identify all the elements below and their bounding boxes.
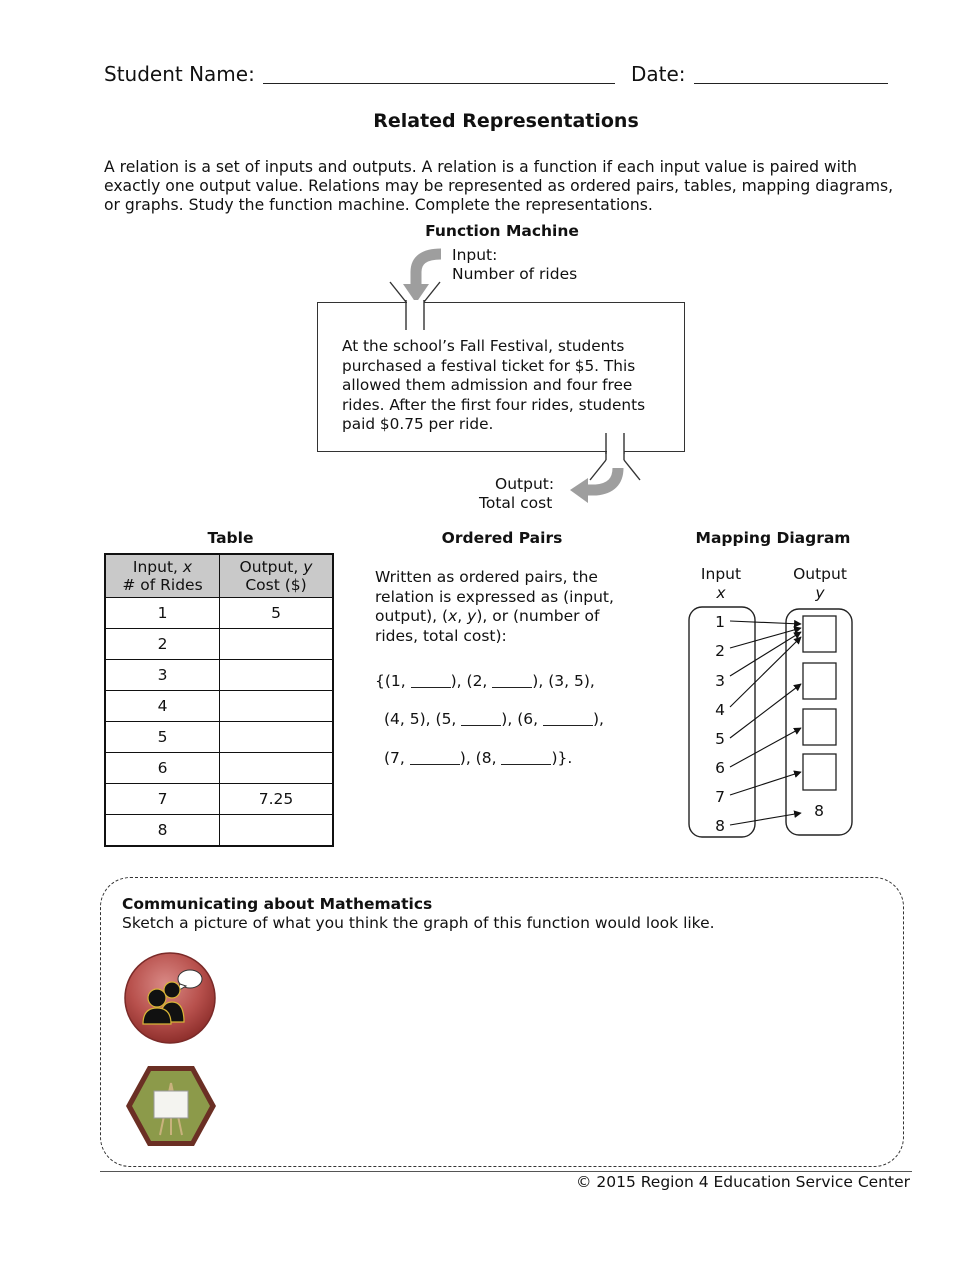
mapping-output-var: y (815, 584, 825, 602)
answer-blank[interactable] (543, 711, 593, 726)
mapping-input-value: 5 (715, 730, 725, 748)
table-header-output: Output, y Cost ($) (220, 554, 334, 598)
table-row (105, 629, 333, 660)
mapping-arrow (730, 772, 801, 795)
table-output-cell[interactable]: 7.25 (220, 784, 334, 815)
page-title: Related Representations (373, 110, 639, 132)
mapping-arrow (730, 637, 801, 707)
mapping-arrows (730, 621, 801, 825)
mapping-diagram (680, 600, 870, 845)
table-input-cell: 5 (105, 722, 220, 753)
output-answer-box[interactable] (803, 616, 836, 652)
answer-blank[interactable] (411, 673, 451, 688)
answer-blank[interactable] (501, 750, 551, 765)
table-input-cell: 1 (105, 598, 220, 629)
ordered-pairs-line-1: {(1, ), (2, ), (3, 5), (375, 672, 595, 690)
mapping-output-label: Output (793, 565, 847, 583)
table-row (105, 691, 333, 722)
mapping-input-value: 1 (715, 613, 725, 631)
date-label: Date: (631, 62, 686, 86)
ordered-pairs-line-2: (4, 5), (5, ), (6, ), (384, 710, 604, 728)
mapping-input-value: 2 (715, 642, 725, 660)
output-answer-box[interactable] (803, 663, 836, 699)
table-row (105, 722, 333, 753)
table-input-cell: 7 (105, 784, 220, 815)
table-input-cell: 2 (105, 629, 220, 660)
output-answer-box[interactable] (803, 709, 836, 745)
output-label: Output: (495, 475, 555, 493)
footer-rule (100, 1171, 912, 1172)
presentation-easel-icon (124, 1063, 218, 1149)
output-description: Total cost (479, 494, 553, 512)
table-input-cell: 6 (105, 753, 220, 784)
table-row (105, 660, 333, 691)
ordered-pairs-heading: Ordered Pairs (441, 529, 563, 547)
table-output-cell[interactable] (220, 660, 334, 691)
mapping-input-value: 8 (715, 817, 725, 835)
mapping-arrow (730, 621, 801, 624)
communicating-text: Sketch a picture of what you think the graph of this function would look like. (122, 914, 715, 932)
student-name-label: Student Name: (104, 62, 255, 86)
discussion-icon (120, 950, 220, 1050)
mapping-input-var: x (716, 584, 726, 602)
input-funnel-stem (400, 300, 440, 332)
function-machine-text: At the school’s Fall Festival, students purchased a festival ticket for $5. This allowed them admission and four free rides. After the first four rides, students paid $0.75 per ride. (342, 337, 646, 433)
answer-blank[interactable] (492, 673, 532, 688)
table-output-cell[interactable] (220, 722, 334, 753)
mapping-output-value: 8 (814, 802, 824, 820)
mapping-arrow (730, 813, 801, 825)
copyright-footer: © 2015 Region 4 Education Service Center (575, 1173, 910, 1191)
function-machine-heading: Function Machine (425, 222, 579, 240)
table-row (105, 753, 333, 784)
communicating-title: Communicating about Mathematics (122, 895, 433, 913)
mapping-input-value: 6 (715, 759, 725, 777)
table-input-cell: 3 (105, 660, 220, 691)
table-input-cell: 4 (105, 691, 220, 722)
mapping-input-value: 3 (715, 672, 725, 690)
mapping-input-label: Input (700, 565, 742, 583)
table-output-cell[interactable]: 5 (220, 598, 334, 629)
input-arrow-icon (416, 254, 441, 286)
table-input-cell: 8 (105, 815, 220, 847)
table-heading: Table (207, 529, 254, 547)
mapping-input-value: 7 (715, 788, 725, 806)
ordered-pairs-description: Written as ordered pairs, the relation is expressed as (input, output), (x, y), or (number of rides, total cost): (375, 568, 614, 645)
table-output-cell[interactable] (220, 815, 334, 847)
input-output-table (104, 553, 334, 847)
mapping-arrow (730, 728, 801, 767)
table-output-cell[interactable] (220, 629, 334, 660)
answer-blank[interactable] (410, 750, 460, 765)
table-row (105, 598, 333, 629)
table-output-cell[interactable] (220, 753, 334, 784)
table-output-cell[interactable] (220, 691, 334, 722)
table-header-input: Input, x # of Rides (105, 554, 220, 598)
output-answer-box[interactable] (803, 754, 836, 790)
mapping-arrow (730, 632, 801, 676)
mapping-input-value: 4 (715, 701, 725, 719)
table-row (105, 784, 333, 815)
intro-paragraph: A relation is a set of inputs and outputs. A relation is a function if each input value is paired with exactly one output value. Relations may be represented as ordered pairs, tables, mapping diagrams, or graphs. Study the function machine. Complete the representations. (104, 158, 894, 215)
mapping-diagram-heading: Mapping Diagram (695, 529, 851, 547)
table-row (105, 815, 333, 847)
answer-blank[interactable] (461, 711, 501, 726)
ordered-pairs-line-3: (7, ), (8, )}. (384, 749, 573, 767)
mapping-arrow (730, 684, 801, 738)
input-label: Input: (452, 246, 498, 264)
input-description: Number of rides (452, 265, 578, 283)
